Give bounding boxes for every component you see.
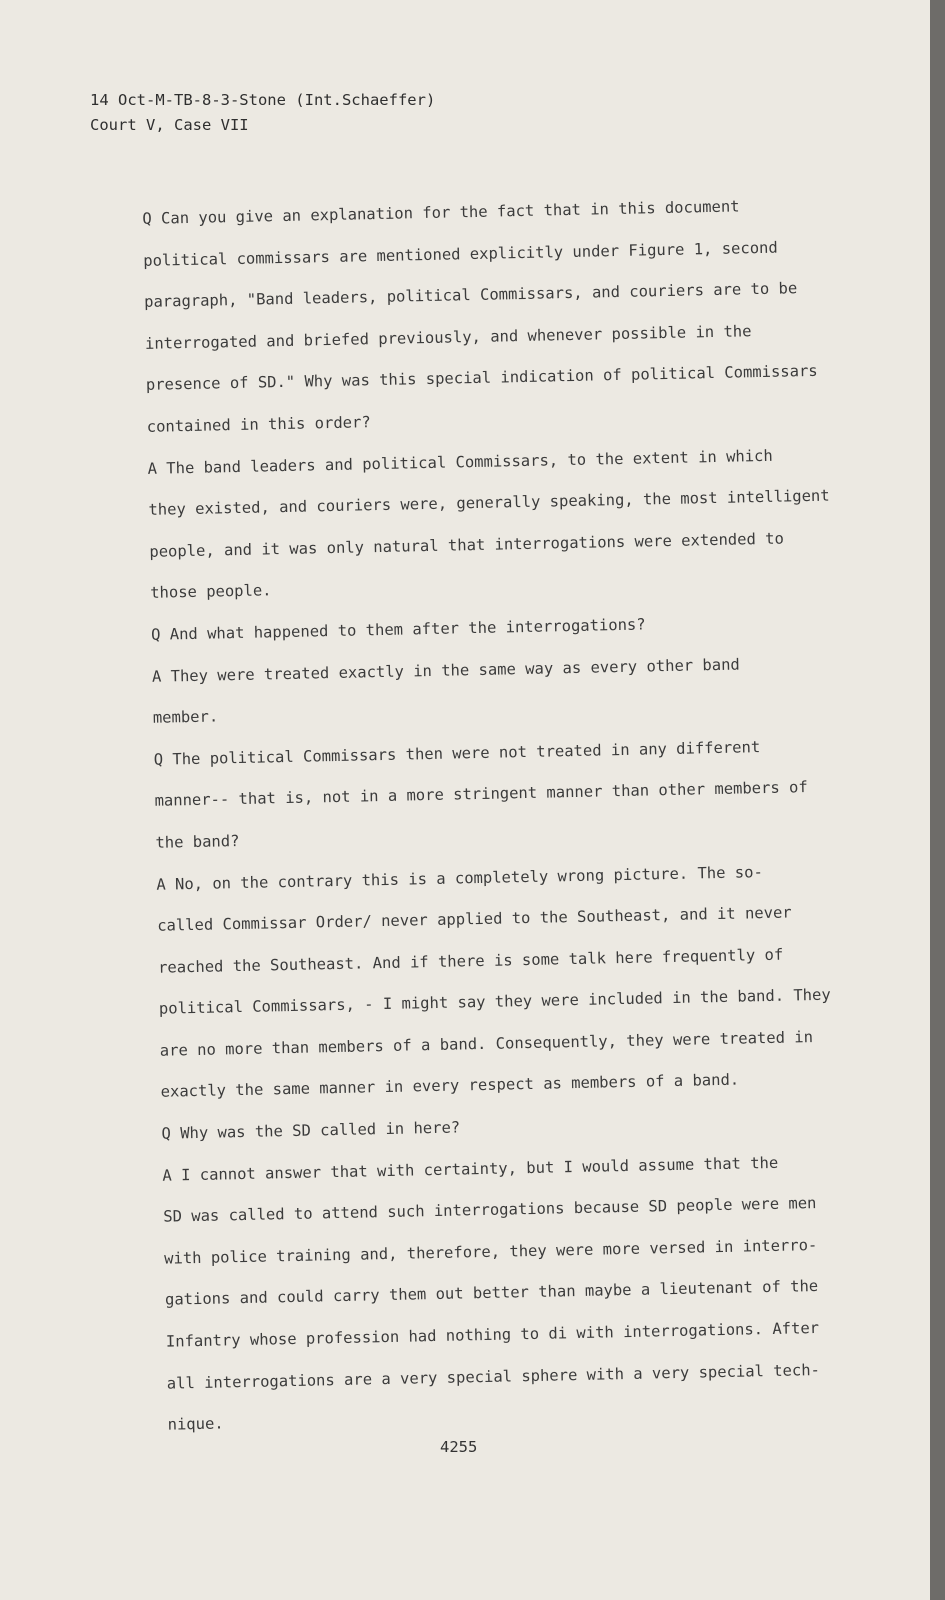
transcript-line: called Commissar Order/ never applied to the Southeast, and it never [157,903,792,935]
page-number: 4255 [440,1438,478,1456]
transcript-line: manner-- that is, not in a more stringent manner than other members of [154,778,808,811]
transcript-line: nique. [167,1414,224,1434]
transcript-line: with police training and, therefore, they were more versed in interro- [163,1235,818,1268]
transcript-line: contained in this order? [146,413,371,436]
transcript-line: member. [152,707,219,727]
transcript-line: all interrogations are a very special sphere with a very special tech- [166,1360,821,1393]
transcript-line: A I cannot answer that with certainty, but I would assume that the [162,1153,779,1185]
transcript-line: gations and could carry them out better than maybe a lieutenant of the [164,1277,819,1310]
transcript-paragraph [100,642,862,741]
header-court-case: Court V, Case VII [90,116,249,134]
scan-edge [930,0,945,1600]
transcript-line: are no more than members of a band. Consequently, they were treated in [159,1027,814,1060]
transcript-paragraph [104,849,869,1114]
transcript-line: interrogated and briefed previously, and whenever possible in the [144,321,752,353]
transcript-line: A They were treated exactly in the same way as every other band [151,655,740,686]
transcript-line: political commissars are mentioned explicitly under Figure 1, second [143,238,778,270]
transcript-line: people, and it was only natural that interrogations were extended to [149,529,784,561]
header-reference: 14 Oct-M-TB-8-3-Stone (Int.Schaeffer) [90,91,436,109]
transcript-line: A No, on the contrary this is a completely wrong picture. The so- [156,862,763,894]
transcript-paragraph [101,725,863,866]
transcript-line: political Commissars, - I might say they were included in the band. They [158,985,831,1019]
transcript-line: they existed, and couriers were, generally speaking, the most intelligent [148,486,830,519]
transcript-line: Q Can you give an explanation for the fact that in this document [142,197,740,228]
transcript-body [90,184,876,1447]
transcript-line: Q And what happened to them after the interrogations? [150,615,646,644]
transcript-line: Q The political Commissars then were not treated in any different [153,737,761,769]
transcript-line: exactly the same manner in every respect as members of a band. [160,1071,740,1102]
transcript-paragraph [90,184,855,449]
transcript-line: Infantry whose profession had nothing to di with interrogations. After [165,1319,820,1351]
transcript-line: the band? [155,831,240,852]
transcript-line: paragraph, "Band leaders, political Commissars, and couriers are to be [143,279,798,312]
transcript-line: presence of SD." Why was this special indication of political Commissars [145,362,818,395]
transcript-line: SD was called to attend such interrogations because SD people were men [163,1194,817,1226]
transcript-line: reached the Southeast. And if there is some talk here frequently of [157,945,784,977]
transcript-line: Q Why was the SD called in here? [161,1118,461,1143]
transcript-paragraph [110,1141,876,1448]
transcript-line: A The band leaders and political Commissars, to the extent in which [147,446,773,478]
transcript-paragraph [95,434,858,616]
transcript-line: those people. [150,581,272,603]
document-header [90,88,435,138]
